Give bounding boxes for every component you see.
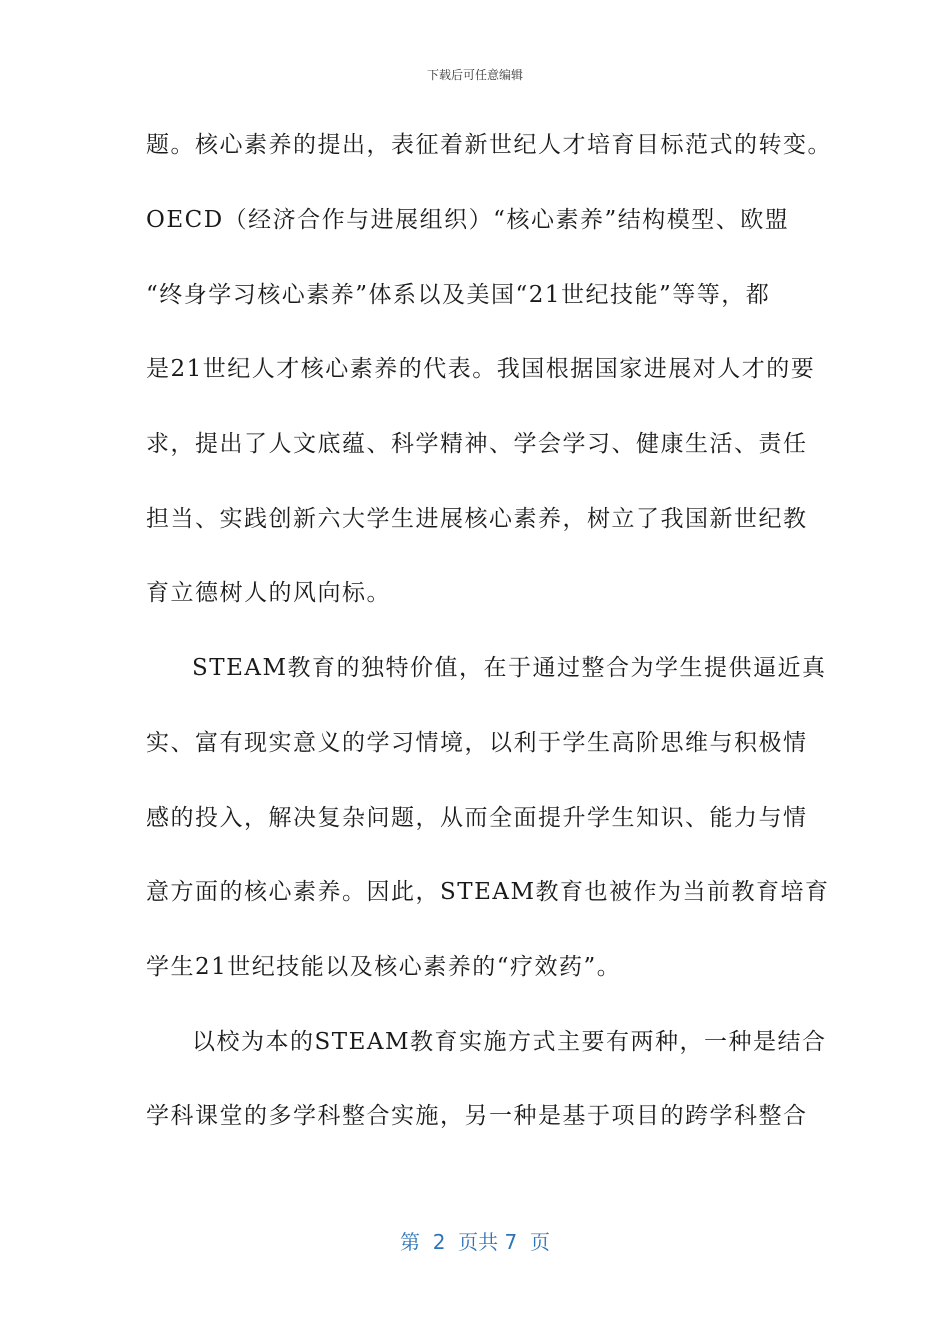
paragraph-line: 是21世纪人才核心素养的代表。我国根据国家进展对人才的要: [146, 356, 816, 382]
paragraph-line: 学生21世纪技能以及核心素养的“疗效药”。: [146, 954, 622, 980]
paragraph-line: 育立德树人的风向标。: [146, 580, 391, 606]
paragraph-line: 求，提出了人文底蕴、科学精神、学会学习、健康生活、责任: [146, 431, 808, 457]
paragraph-line: 意方面的核心素养。因此，STEAM教育也被作为当前教育培育: [146, 879, 830, 905]
paragraph-line: 担当、实践创新六大学生进展核心素养，树立了我国新世纪教: [146, 506, 808, 532]
paragraph-line: 实、富有现实意义的学习情境，以利于学生高阶思维与积极情: [146, 730, 808, 756]
paragraph-line: STEAM教育的独特价值，在于通过整合为学生提供逼近真: [192, 655, 827, 681]
header-note: 下载后可任意编辑: [426, 68, 523, 82]
paragraph-line: OECD（经济合作与进展组织）“核心素养”结构模型、欧盟: [146, 207, 790, 233]
paragraph-line: 题。核心素养的提出，表征着新世纪人才培育目标范式的转变。: [146, 132, 832, 158]
paragraph-line: 感的投入，解决复杂问题，从而全面提升学生知识、能力与情: [146, 805, 808, 831]
paragraph-line: 学科课堂的多学科整合实施，另一种是基于项目的跨学科整合: [146, 1103, 808, 1129]
page-number: 第 2 页共 7 页: [400, 1230, 550, 1254]
paragraph-line: “终身学习核心素养”体系以及美国“21世纪技能”等等，都: [146, 282, 771, 308]
paragraph-line: 以校为本的STEAM教育实施方式主要有两种，一种是结合: [192, 1029, 827, 1055]
